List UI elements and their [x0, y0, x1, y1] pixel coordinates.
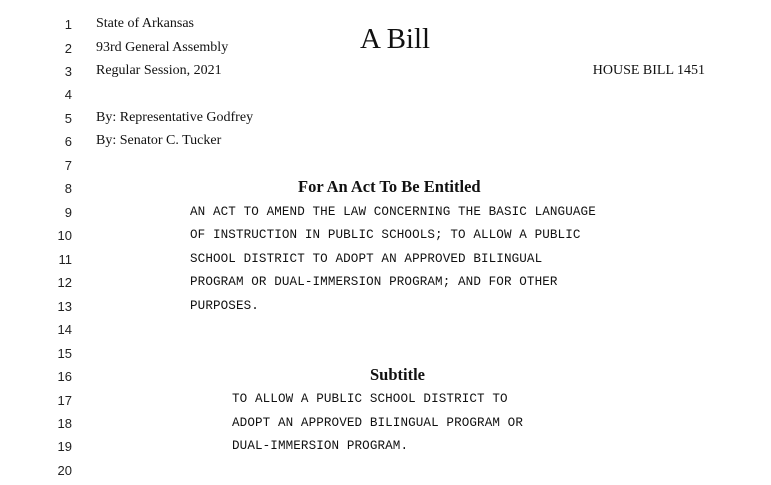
line-number: 2: [64, 41, 72, 56]
act-heading: For An Act To Be Entitled: [298, 177, 481, 196]
line-number: 20: [57, 463, 72, 478]
senate-sponsor: By: Senator C. Tucker: [96, 133, 222, 148]
line-number: 5: [64, 111, 72, 126]
act-text-line: AN ACT TO AMEND THE LAW CONCERNING THE BASIC LANGUAGE: [190, 205, 596, 219]
line-number: 4: [64, 87, 72, 102]
line-number: 18: [57, 416, 72, 431]
state-name: State of Arkansas: [96, 16, 194, 31]
line-number: 7: [64, 158, 72, 173]
line-number: 10: [57, 228, 72, 243]
line-number: 17: [57, 393, 72, 408]
line-number: 13: [57, 299, 72, 314]
act-text-line: SCHOOL DISTRICT TO ADOPT AN APPROVED BILINGUAL: [190, 252, 543, 266]
session-label: Regular Session, 2021: [96, 63, 222, 78]
line-number: 9: [64, 205, 72, 220]
act-text-line: OF INSTRUCTION IN PUBLIC SCHOOLS; TO ALLOW A PUBLIC: [190, 228, 581, 242]
line-number: 16: [57, 369, 72, 384]
act-text-line: PURPOSES.: [190, 299, 259, 313]
document-title: A Bill: [360, 23, 431, 55]
act-text-line: PROGRAM OR DUAL-IMMERSION PROGRAM; AND FOR OTHER: [190, 275, 558, 289]
line-number: 14: [57, 322, 72, 337]
line-number: 19: [57, 439, 72, 454]
house-sponsor: By: Representative Godfrey: [96, 110, 254, 125]
subtitle-text-line: ADOPT AN APPROVED BILINGUAL PROGRAM OR: [232, 416, 523, 430]
subtitle-text-line: TO ALLOW A PUBLIC SCHOOL DISTRICT TO: [232, 392, 508, 406]
subtitle-heading: Subtitle: [370, 365, 426, 384]
general-assembly: 93rd General Assembly: [96, 40, 229, 55]
line-number: 6: [64, 134, 72, 149]
subtitle-text-line: DUAL-IMMERSION PROGRAM.: [232, 439, 409, 453]
line-number: 1: [64, 17, 72, 32]
line-number: 8: [64, 181, 72, 196]
line-number: 11: [58, 252, 72, 267]
line-number: 12: [57, 275, 72, 290]
bill-number: HOUSE BILL 1451: [592, 63, 705, 78]
line-number: 3: [64, 64, 72, 79]
line-number: 15: [57, 346, 72, 361]
